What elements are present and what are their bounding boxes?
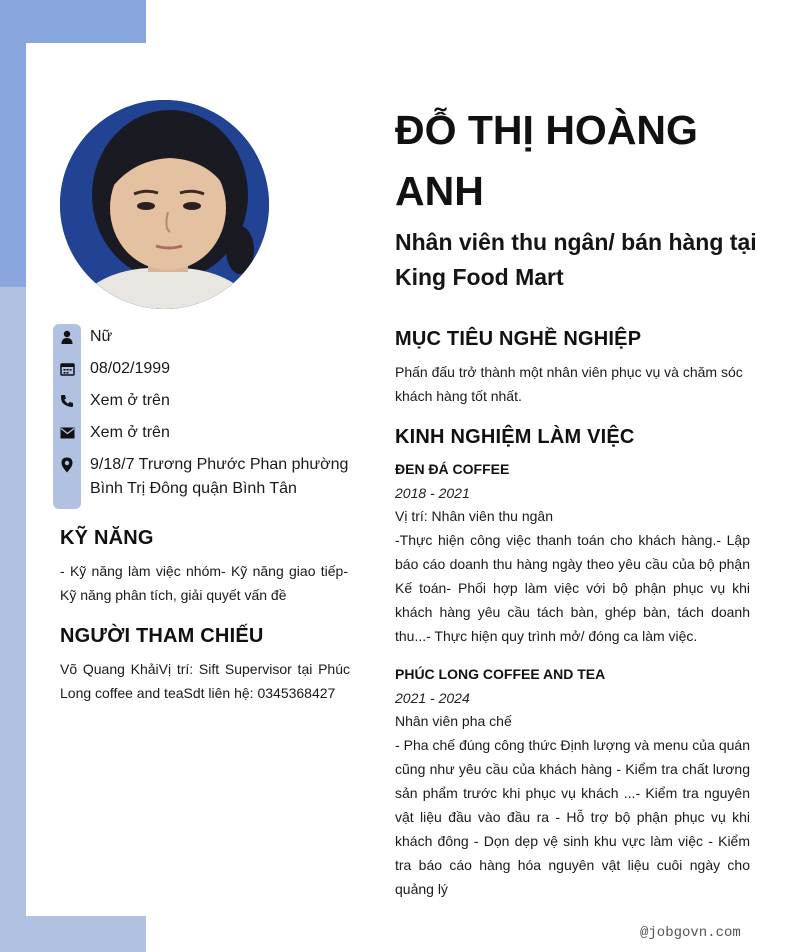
objective-text: Phấn đấu trở thành một nhân viên phục vụ và chăm sóc khách hàng tốt nhất. bbox=[395, 364, 743, 404]
watermark: @jobgovn.com bbox=[640, 925, 741, 941]
job-position: Nhân viên pha chế bbox=[395, 713, 512, 729]
job-period: 2018 - 2021 bbox=[395, 485, 470, 501]
job-company: PHÚC LONG COFFEE AND TEA bbox=[395, 666, 606, 682]
email-value: Xem ở trên bbox=[90, 424, 170, 441]
mail-icon bbox=[53, 421, 81, 445]
address-value: 9/18/7 Trương Phước Phan phường Bình Trị Đông quận Bình Tân bbox=[90, 456, 349, 497]
contact-birthday bbox=[53, 357, 360, 381]
skills-text: - Kỹ năng làm việc nhóm- Kỹ năng giao tiếp- Kỹ năng phân tích, giải quyết vấn đề bbox=[60, 563, 348, 603]
job-company: ĐEN ĐÁ COFFEE bbox=[395, 461, 510, 477]
job-description: - Pha chế đúng công thức Định lượng và menu của quán cũng như yêu cầu của khách hàng - Kiểm tra chất lương sản phẩm trước khi phục vụ khách ...- Kiểm tra nguyên vật liệu đầu vào đầu ra - Hỗ trợ bộ phận phục vụ khi khách đông - Dọn dẹp vệ sinh khu vực làm việc - Kiểm tra báo cáo hàng hóa nguyên vật liệu cuôi ngày cho quảng lý bbox=[395, 737, 750, 897]
birthday-value: 08/02/1999 bbox=[90, 360, 171, 377]
objective-heading: MỤC TIÊU NGHỀ NGHIỆP bbox=[395, 328, 642, 350]
contact-phone bbox=[53, 389, 360, 413]
reference-text: Võ Quang KhảiVị trí: Sift Supervisor tại Phúc Long coffee and teaSdt liên hệ: 0345368427 bbox=[60, 661, 350, 701]
reference-heading: NGƯỜI THAM CHIẾU bbox=[60, 625, 264, 647]
experience-heading: KINH NGHIỆM LÀM VIỆC bbox=[395, 426, 635, 448]
gender-value: Nữ bbox=[90, 328, 113, 345]
job-position: Vị trí: Nhân viên thu ngân bbox=[395, 508, 553, 524]
contact-gender bbox=[53, 325, 360, 349]
job-period: 2021 - 2024 bbox=[395, 690, 470, 706]
person-icon bbox=[53, 325, 81, 349]
phone-icon bbox=[53, 389, 81, 413]
profile-photo bbox=[60, 100, 269, 309]
skills-heading: KỸ NĂNG bbox=[60, 527, 154, 549]
phone-value: Xem ở trên bbox=[90, 392, 170, 409]
candidate-title: Nhân viên thu ngân/ bán hàng tại King Food Mart bbox=[395, 229, 757, 290]
contact-email bbox=[53, 421, 360, 445]
calendar-icon bbox=[53, 357, 81, 381]
job-description: -Thực hiện công việc thanh toán cho khách hàng.- Lập báo cáo doanh thu hàng ngày theo yêu cầu của bộ phận Kế toán- Phối hợp làm việc với bộ phận phục vụ khi khách hàng yêu cầu tách bàn, ghép bàn, tách doanh thu...- Thực hiện quy trình mở/ đóng ca làm việc. bbox=[395, 532, 750, 644]
contact-address bbox=[53, 453, 360, 501]
location-pin-icon bbox=[53, 453, 81, 477]
candidate-name: ĐỖ THỊ HOÀNG ANH bbox=[395, 107, 698, 214]
